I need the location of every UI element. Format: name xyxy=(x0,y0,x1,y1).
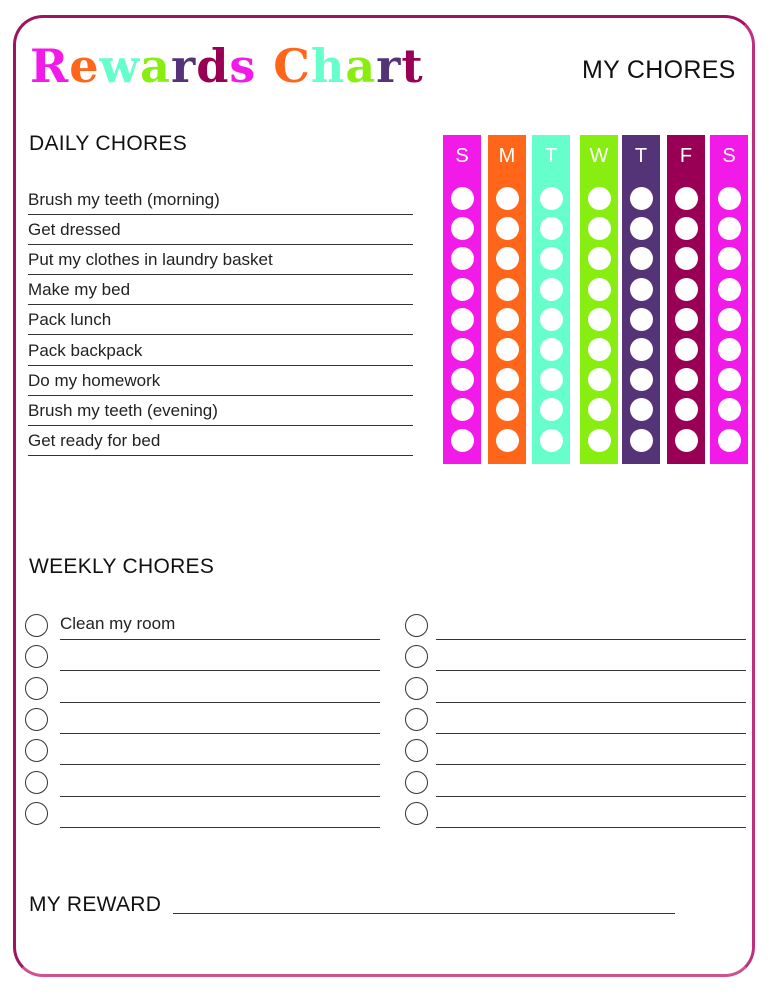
title-letter: r xyxy=(170,39,197,93)
checkbox-dot[interactable] xyxy=(451,217,474,240)
weekly-chore-field[interactable] xyxy=(60,735,380,765)
weekly-checkbox[interactable] xyxy=(25,614,48,637)
checkbox-dot[interactable] xyxy=(675,278,698,301)
weekly-chore-field[interactable] xyxy=(436,798,746,828)
weekly-checkbox[interactable] xyxy=(405,677,428,700)
checkbox-dot[interactable] xyxy=(540,187,563,210)
checkbox-dot[interactable] xyxy=(588,278,611,301)
checkbox-dot[interactable] xyxy=(675,429,698,452)
title-letter: d xyxy=(196,39,230,93)
checkbox-dot[interactable] xyxy=(540,338,563,361)
day-column xyxy=(622,135,660,464)
checkbox-dot[interactable] xyxy=(451,368,474,391)
checkbox-dot[interactable] xyxy=(588,398,611,421)
day-label: W xyxy=(589,145,609,167)
weekly-chore-field[interactable] xyxy=(60,798,380,828)
checkbox-dot[interactable] xyxy=(630,368,653,391)
checkbox-dot[interactable] xyxy=(718,338,741,361)
title-letter: r xyxy=(376,39,402,93)
weekly-chore-field[interactable] xyxy=(436,610,746,640)
checkbox-dot[interactable] xyxy=(451,429,474,452)
day-column xyxy=(532,135,570,464)
checkbox-dot[interactable] xyxy=(588,247,611,270)
weekly-checkbox[interactable] xyxy=(405,771,428,794)
weekly-chore-field[interactable] xyxy=(436,673,746,703)
checkbox-dot[interactable] xyxy=(540,308,563,331)
daily-chore-item: Get ready for bed xyxy=(28,426,413,456)
checkbox-dot[interactable] xyxy=(718,278,741,301)
my-reward-field[interactable] xyxy=(173,884,675,914)
checkbox-dot[interactable] xyxy=(630,398,653,421)
daily-chore-item: Do my homework xyxy=(28,366,413,396)
title-letter: C xyxy=(273,39,311,93)
weekly-chore-field[interactable] xyxy=(436,641,746,671)
checkbox-dot[interactable] xyxy=(588,368,611,391)
checkbox-dot[interactable] xyxy=(630,217,653,240)
title-letter: w xyxy=(99,39,141,93)
checkbox-dot[interactable] xyxy=(540,429,563,452)
day-label: S xyxy=(455,145,469,167)
weekly-chore-field[interactable] xyxy=(60,673,380,703)
daily-chore-item: Put my clothes in laundry basket xyxy=(28,245,413,275)
checkbox-dot[interactable] xyxy=(496,368,519,391)
title-letter xyxy=(256,38,273,94)
checkbox-dot[interactable] xyxy=(675,187,698,210)
title-letter: a xyxy=(140,39,171,93)
checkbox-dot[interactable] xyxy=(451,338,474,361)
checkbox-dot[interactable] xyxy=(675,247,698,270)
title-letter: a xyxy=(345,39,377,93)
day-label: M xyxy=(498,145,516,167)
checkbox-dot[interactable] xyxy=(630,187,653,210)
checkbox-dot[interactable] xyxy=(718,247,741,270)
checkbox-dot[interactable] xyxy=(540,368,563,391)
checkbox-dot[interactable] xyxy=(630,278,653,301)
checkbox-dot[interactable] xyxy=(496,429,519,452)
day-label: T xyxy=(634,145,648,167)
daily-chore-item: Brush my teeth (morning) xyxy=(28,185,413,215)
checkbox-dot[interactable] xyxy=(718,368,741,391)
daily-chore-item: Brush my teeth (evening) xyxy=(28,396,413,426)
weekly-checkbox[interactable] xyxy=(25,771,48,794)
checkbox-dot[interactable] xyxy=(451,247,474,270)
title-letter: s xyxy=(229,39,257,93)
weekly-checkbox[interactable] xyxy=(405,708,428,731)
checkbox-dot[interactable] xyxy=(451,398,474,421)
daily-chore-item: Pack backpack xyxy=(28,336,413,366)
checkbox-dot[interactable] xyxy=(675,217,698,240)
my-reward-label: MY REWARD xyxy=(29,893,162,916)
day-label: T xyxy=(544,145,558,167)
checkbox-dot[interactable] xyxy=(675,398,698,421)
title-letter: e xyxy=(69,39,100,93)
checkbox-dot[interactable] xyxy=(630,308,653,331)
my-chores-heading: MY CHORES xyxy=(582,56,736,84)
checkbox-dot[interactable] xyxy=(588,217,611,240)
weekly-chore-field[interactable] xyxy=(60,767,380,797)
daily-chore-item: Make my bed xyxy=(28,275,413,305)
weekly-chores-heading: WEEKLY CHORES xyxy=(29,555,215,578)
checkbox-dot[interactable] xyxy=(588,429,611,452)
checkbox-dot[interactable] xyxy=(451,308,474,331)
checkbox-dot[interactable] xyxy=(588,338,611,361)
page-title xyxy=(30,38,424,94)
daily-chore-item: Pack lunch xyxy=(28,305,413,335)
day-label: F xyxy=(679,145,693,167)
checkbox-dot[interactable] xyxy=(718,429,741,452)
checkbox-dot[interactable] xyxy=(630,338,653,361)
checkbox-dot[interactable] xyxy=(496,217,519,240)
day-column xyxy=(443,135,481,464)
title-letter: h xyxy=(310,39,346,93)
checkbox-dot[interactable] xyxy=(496,338,519,361)
weekly-checkbox[interactable] xyxy=(405,614,428,637)
checkbox-dot[interactable] xyxy=(718,398,741,421)
checkbox-dot[interactable] xyxy=(675,308,698,331)
weekly-chore-field[interactable] xyxy=(60,641,380,671)
checkbox-dot[interactable] xyxy=(451,278,474,301)
checkbox-dot[interactable] xyxy=(630,247,653,270)
day-column xyxy=(580,135,618,464)
weekly-chore-field[interactable] xyxy=(436,704,746,734)
checkbox-dot[interactable] xyxy=(718,187,741,210)
checkbox-dot[interactable] xyxy=(718,308,741,331)
checkbox-dot[interactable] xyxy=(540,217,563,240)
weekly-checkbox[interactable] xyxy=(25,802,48,825)
checkbox-dot[interactable] xyxy=(496,308,519,331)
title-letter: R xyxy=(30,39,70,93)
checkbox-dot[interactable] xyxy=(675,368,698,391)
weekly-checkbox[interactable] xyxy=(405,802,428,825)
weekly-checkbox[interactable] xyxy=(25,677,48,700)
checkbox-dot[interactable] xyxy=(496,278,519,301)
weekly-chore-field[interactable]: Clean my room xyxy=(60,610,380,640)
daily-chores-heading: DAILY CHORES xyxy=(29,132,188,155)
checkbox-dot[interactable] xyxy=(588,308,611,331)
checkbox-dot[interactable] xyxy=(496,398,519,421)
day-column xyxy=(488,135,526,464)
checkbox-dot[interactable] xyxy=(718,217,741,240)
checkbox-dot[interactable] xyxy=(496,187,519,210)
checkbox-dot[interactable] xyxy=(588,187,611,210)
checkbox-dot[interactable] xyxy=(540,247,563,270)
day-column xyxy=(710,135,748,464)
title-letter: t xyxy=(401,39,424,93)
checkbox-dot[interactable] xyxy=(451,187,474,210)
day-column xyxy=(667,135,705,464)
checkbox-dot[interactable] xyxy=(540,398,563,421)
day-label: S xyxy=(722,145,736,167)
weekly-chore-field[interactable] xyxy=(436,735,746,765)
weekly-checkbox[interactable] xyxy=(25,708,48,731)
weekly-chore-field[interactable] xyxy=(436,767,746,797)
checkbox-dot[interactable] xyxy=(496,247,519,270)
checkbox-dot[interactable] xyxy=(540,278,563,301)
daily-chore-item: Get dressed xyxy=(28,215,413,245)
checkbox-dot[interactable] xyxy=(675,338,698,361)
weekly-chore-field[interactable] xyxy=(60,704,380,734)
checkbox-dot[interactable] xyxy=(630,429,653,452)
